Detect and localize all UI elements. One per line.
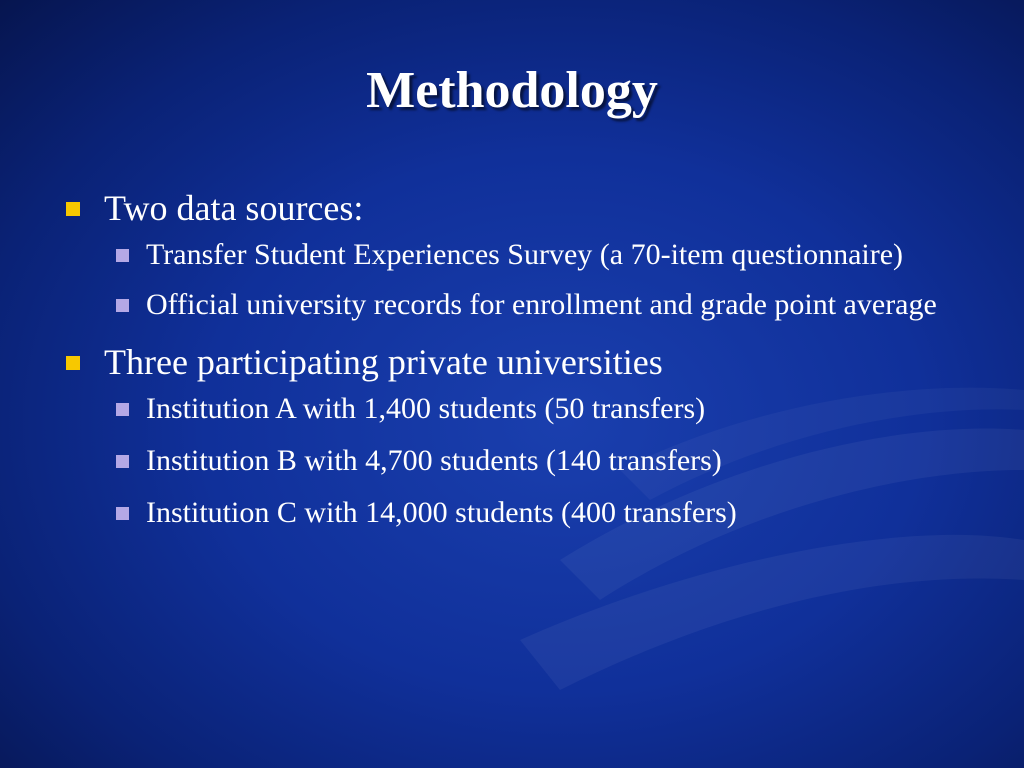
bullet-item-level1 — [60, 340, 960, 384]
bullet-item-level2 — [60, 494, 960, 532]
bullet-text: Two data sources: — [104, 188, 364, 228]
bullet-text: Institution B with 4,700 students (140 transfers) — [146, 444, 722, 477]
bullet-item-level2 — [60, 286, 960, 324]
square-bullet-icon — [66, 356, 80, 370]
square-bullet-icon — [116, 403, 129, 416]
bullet-text: Transfer Student Experiences Survey (a 70-item questionnaire) — [146, 238, 904, 271]
slide-content — [60, 186, 960, 546]
bullet-text: Three participating private universities — [104, 342, 663, 382]
bullet-item-level1 — [60, 186, 960, 230]
bullet-item-level2 — [60, 236, 960, 274]
bullet-item-level2 — [60, 390, 960, 428]
square-bullet-icon — [116, 249, 129, 262]
square-bullet-icon — [116, 455, 129, 468]
bullet-text: Official university records for enrollment and grade point average — [146, 288, 937, 321]
square-bullet-icon — [116, 507, 129, 520]
bullet-text: Institution A with 1,400 students (50 transfers) — [146, 392, 706, 425]
bullet-item-level2 — [60, 442, 960, 480]
square-bullet-icon — [66, 202, 80, 216]
square-bullet-icon — [116, 299, 129, 312]
slide-title: Methodology — [366, 62, 658, 119]
bullet-text: Institution C with 14,000 students (400 transfers) — [146, 496, 737, 529]
